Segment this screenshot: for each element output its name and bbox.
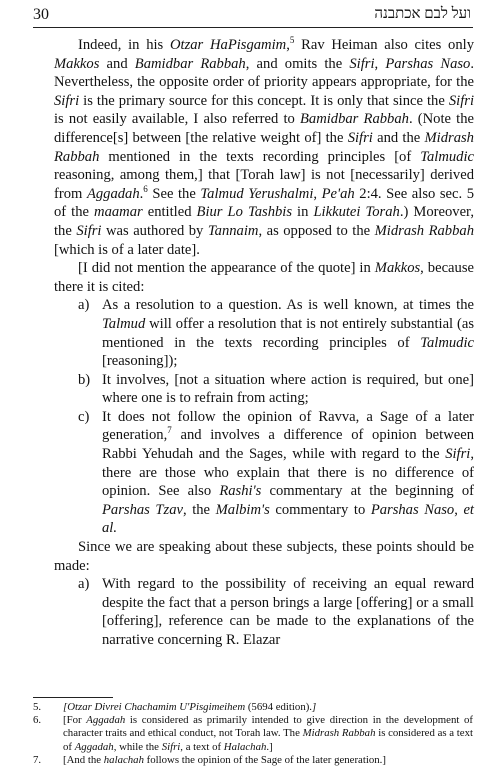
footnote-rule — [33, 697, 113, 698]
list-marker: c) — [78, 408, 90, 425]
list-reasons — [54, 296, 474, 538]
page-header — [33, 6, 473, 28]
footnote-text: [And the halachah follows the opinion of the Sage of the later generation.] — [63, 753, 386, 766]
paragraph-2: [I did not mention the appearance of the quote] in Makkos, because there it is cited: — [54, 260, 474, 295]
main-text — [54, 36, 474, 650]
footnote-number: 7. — [33, 753, 42, 766]
list-points — [54, 575, 474, 649]
list-marker: a) — [78, 297, 90, 314]
list-item — [54, 575, 474, 649]
list-marker: a) — [78, 576, 90, 593]
footnote-text: [For Aggadah is considered as primarily intended to give direction in the development of character traits and ethical conduct, not Torah law. The Midrash Rabbah is considered as a text of Aggadah, while the Sifri, a text of Halachah.] — [63, 714, 474, 753]
list-item-text: It does not follow the opinion of Ravva, a Sage of a later generation,$^7$ and involves a difference of opinion between Rabbi Yehudah and the Sages, while with regard to the Sifri, there are those who explain that there is no difference of opinion. See also Rashi's commentary at the beginning of Parshas Tzav, the Malbim's commentary to Parshas Naso, et al. — [102, 408, 474, 537]
list-item-text: It involves, [not a situation where action is required, but one] where one is to refrain from acting; — [102, 371, 474, 407]
list-marker: b) — [78, 371, 91, 388]
paragraph-1: Indeed, in his Otzar HaPisgamim,$^5$ Rav Heiman also cites only Makkos and Bamidbar Rabbah, and omits the Sifri, Parshas Naso. Nevertheless, the opposite order of priority appears appropriate, for the Sifri is the primary source for this concept. It is only that since the Sifri is not easily available, I also referred to Bamidbar Rabbah. (Note the difference[s] between [the relative weight of] the Sifri and the Midrash Rabbah mentioned in the texts recording principles [of Talmudic reasoning, among them,] that [Torah law] is not [necessarily] derived from Aggadah.$^6$ See the Talmud Yerushalmi, Pe'ah 2:4. See also sec. 5 of the maamar entitled Biur Lo Tashbis in Likkutei Torah.) Moreover, the Sifri was authored by Tannaim, as opposed to the Midrash Rabbah [which is of a later date]. — [54, 35, 474, 258]
header-rule — [33, 27, 473, 28]
footnotes — [33, 701, 473, 767]
list-item-text: As a resolution to a question. As is well known, at times the Talmud will offer a resolution that is not entirely substantial (as mentioned in the texts recording principles of Talmudic [reasoning]); — [102, 297, 474, 370]
footnote-number: 6. — [33, 714, 42, 727]
footnote-number: 5. — [33, 701, 42, 713]
list-item-text: With regard to the possibility of receiving an equal reward despite the fact that a person brings a large [offering] or a small [offering], reference can be made to the explanations of the narrative concerning R. Elazar — [102, 576, 474, 648]
paragraph-3: Since we are speaking about these subjects, these points should be made: — [54, 539, 474, 574]
footnote — [33, 754, 473, 767]
running-head: ועל לבם אכתבנה — [374, 6, 471, 22]
list-item — [54, 296, 474, 370]
footnote-text: [Otzar Divrei Chachamim U'Pisgimeihem (5694 edition).] — [63, 701, 317, 713]
list-item — [54, 408, 474, 538]
page-number: 30 — [33, 6, 49, 23]
list-item — [54, 371, 474, 408]
footnote — [33, 701, 473, 714]
footnote — [33, 714, 473, 754]
